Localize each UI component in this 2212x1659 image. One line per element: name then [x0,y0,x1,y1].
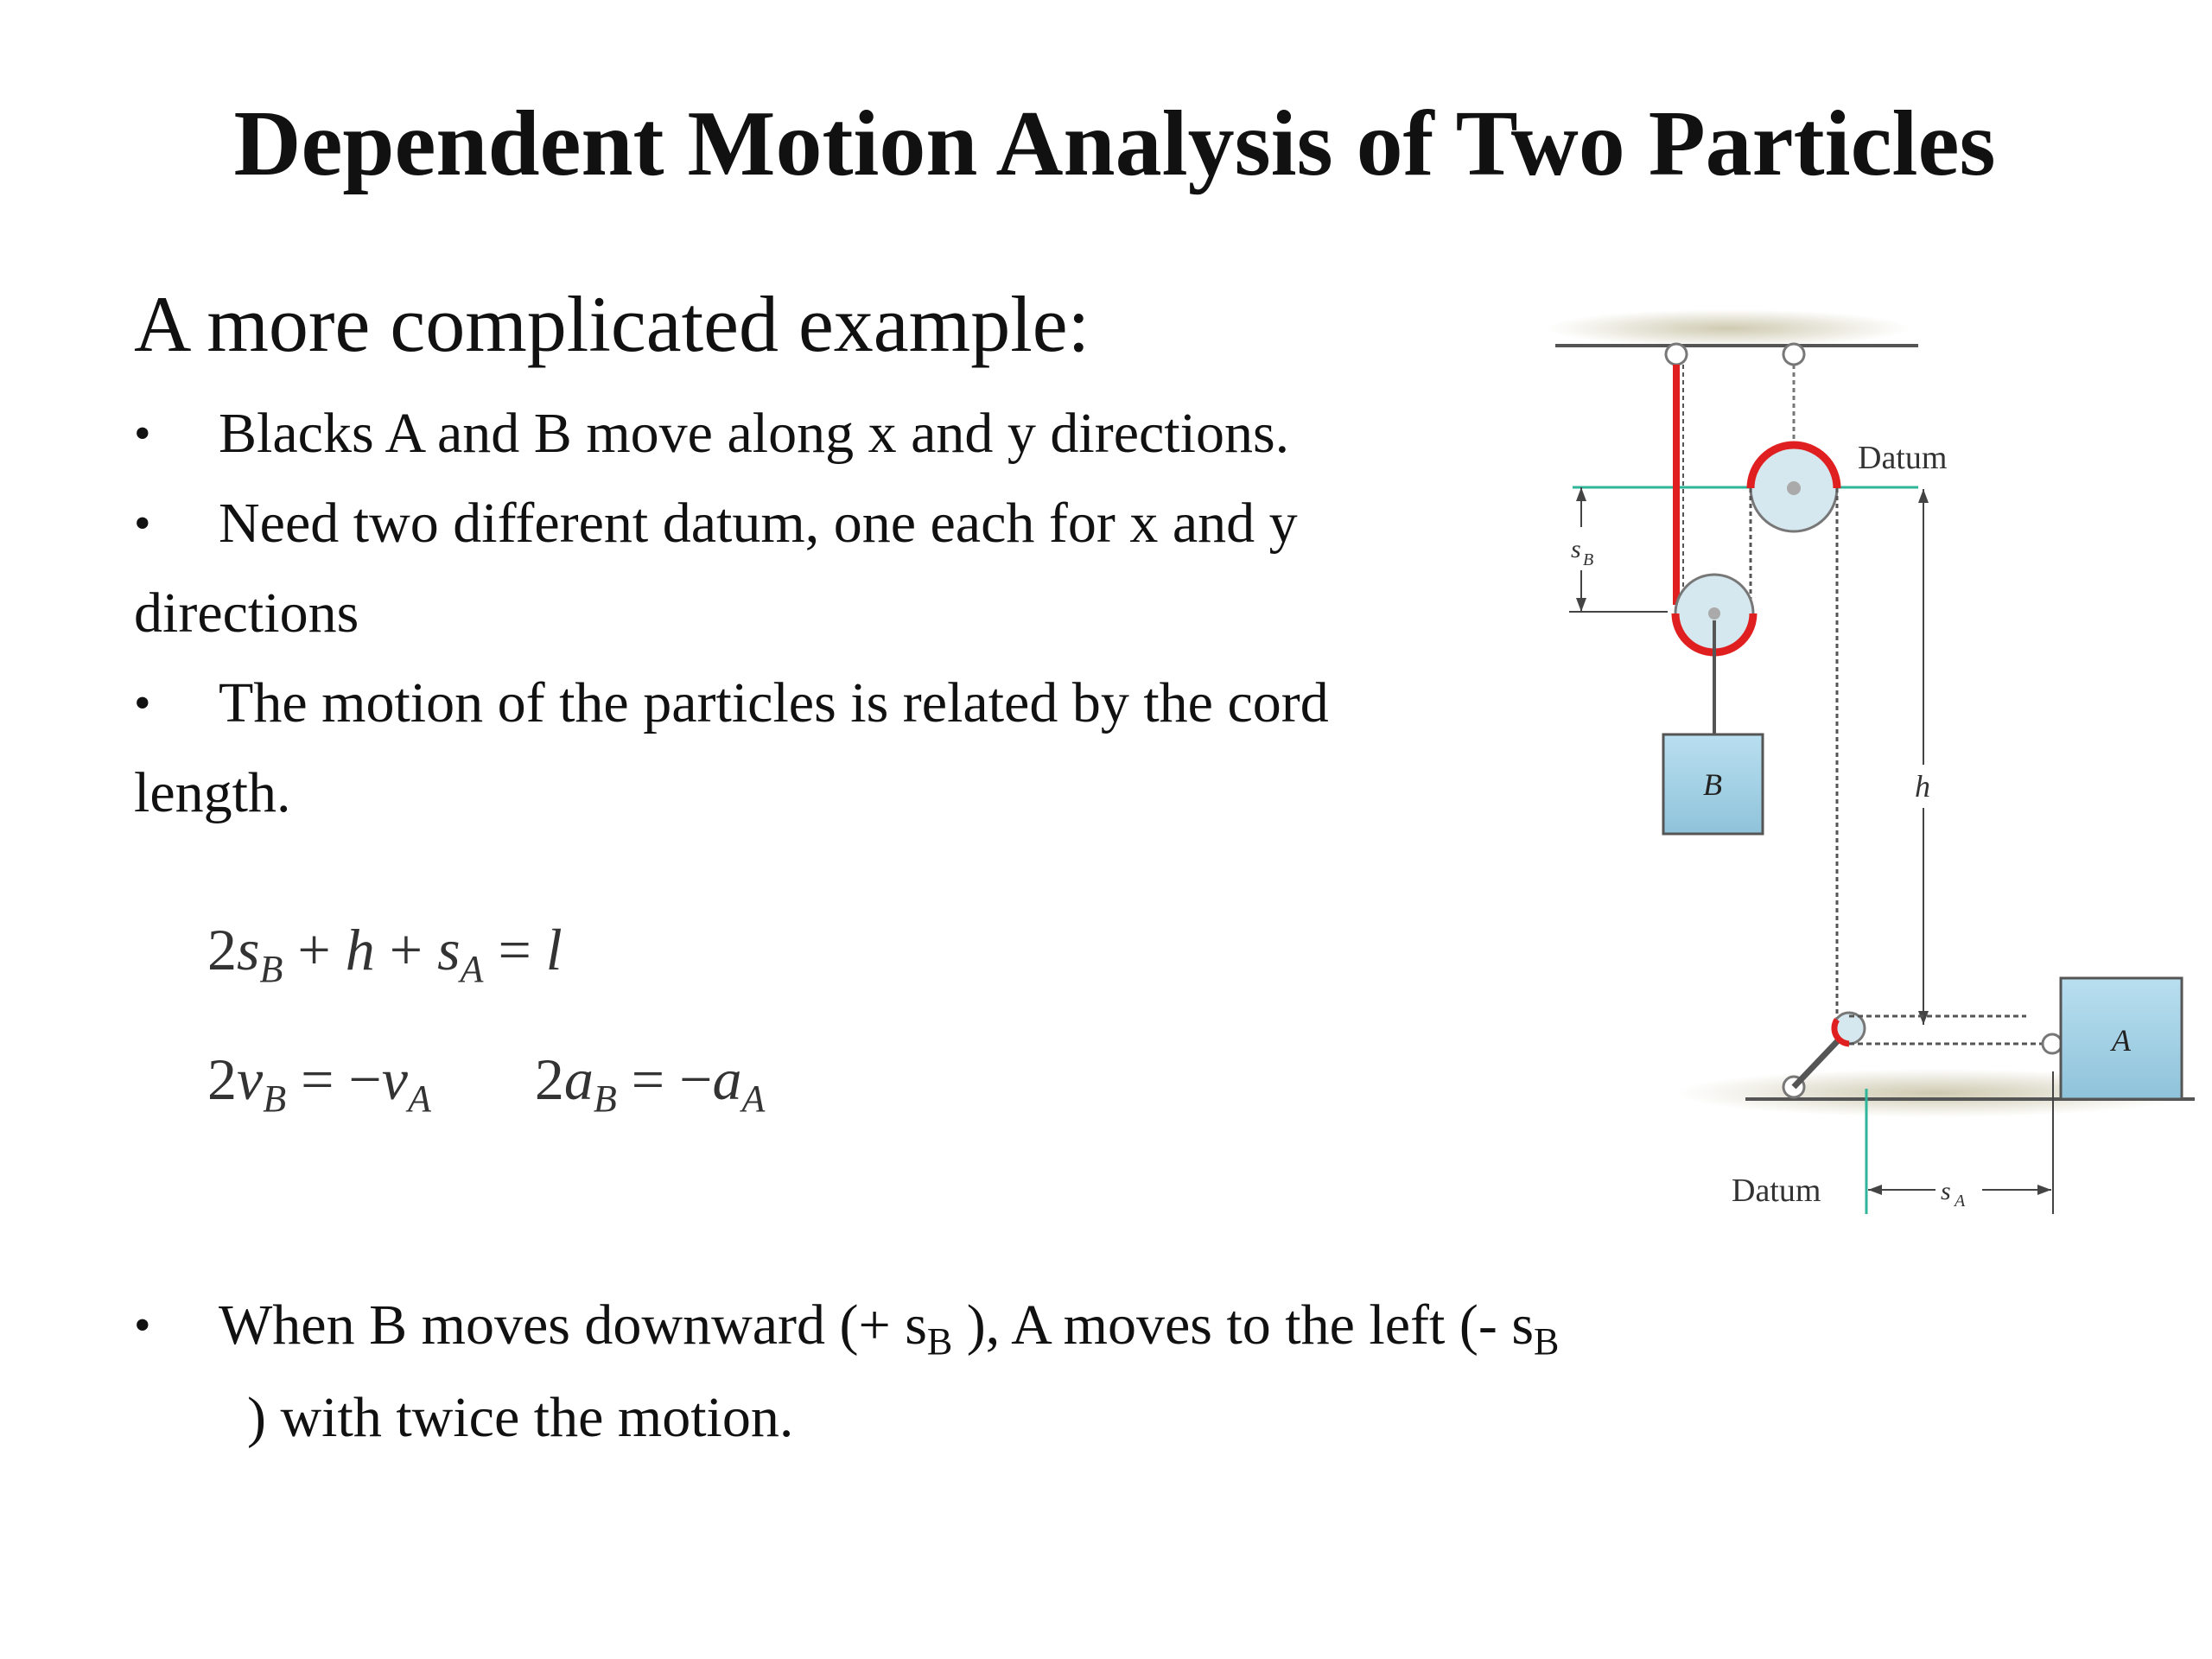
pulley-diagram [1538,294,2195,1236]
acceleration-equation [534,1046,766,1120]
eq-symbol: h [345,917,375,982]
eq-subscript: B [263,1077,287,1120]
eq-symbol: a [712,1046,742,1112]
eq-symbol: a [563,1046,594,1112]
pulley-system-figure [1538,294,2195,1236]
h-arrow-down [1918,1011,1929,1025]
conclusion-subscript: B [926,1320,953,1363]
sb-arrow-up [1576,487,1586,501]
eq-operator: = [483,917,546,982]
eq-symbol: s [437,917,461,982]
upper-pulley-axle [1787,481,1801,495]
velocity-acceleration-equations [207,1046,765,1175]
bullet-list [134,389,1482,838]
conclusion-part: ), A moves to the left (- s [952,1294,1535,1357]
bullet-dot: • [134,1299,151,1352]
velocity-equation [207,1046,431,1120]
sa-arrow-left [1868,1185,1882,1195]
eq-subscript: A [460,948,484,990]
subheading: A more complicated example: [134,280,1090,368]
cord-length-equation [207,916,765,1046]
conclusion-bullet [134,1287,2121,1456]
h-label: h [1915,769,1930,804]
eq-subscript: A [407,1077,431,1120]
sa-label-subscript: A [1955,1192,1966,1211]
ceiling-shadow [1547,309,1910,347]
bullet-item: • Need two different datum, one each for x and y directions [134,479,1482,658]
eq-operator: = − [286,1046,382,1112]
ceiling-anchor-left [1666,344,1687,365]
conclusion-part: ) with twice the motion. [219,1386,794,1449]
datum-bottom-label: Datum [1732,1173,1821,1209]
eq-symbol: s [237,917,260,982]
eq-symbol: v [381,1046,408,1112]
block-a-hook [2043,1034,2062,1053]
block-b-label: B [1703,767,1722,802]
eq-operator: = − [616,1046,713,1112]
ceiling-anchor-right [1783,344,1804,365]
block-a-label: A [2112,1023,2131,1058]
sb-label: s [1571,535,1581,563]
sb-arrow-down [1576,598,1586,612]
h-arrow-up [1918,489,1929,503]
eq-coefficient: 2 [207,917,237,982]
slide-title: Dependent Motion Analysis of Two Particles [233,92,1996,195]
eq-symbol: l [545,917,563,982]
eq-subscript: B [259,948,283,990]
conclusion-subscript: B [1534,1320,1560,1363]
eq-coefficient: 2 [534,1046,564,1112]
sa-label: s [1941,1177,1951,1205]
conclusion-text [219,1287,2121,1456]
datum-top-label: Datum [1858,440,1948,476]
bullet-item: • Blacks A and B move along x and y directions. [134,389,1482,479]
eq-subscript: B [593,1077,617,1120]
eq-operator: + [374,917,438,982]
eq-operator: + [283,917,346,982]
eq-coefficient: 2 [207,1046,237,1112]
equations-block [207,916,765,1175]
sa-arrow-right [2037,1185,2051,1195]
bullet-item: • The motion of the particles is related by the cord length. [134,658,1482,838]
eq-symbol: v [237,1046,264,1112]
sb-label-subscript: B [1583,550,1594,569]
lower-pulley-axle [1708,607,1720,620]
eq-subscript: A [741,1077,766,1120]
conclusion-part: When B moves downward (+ s [219,1294,927,1357]
